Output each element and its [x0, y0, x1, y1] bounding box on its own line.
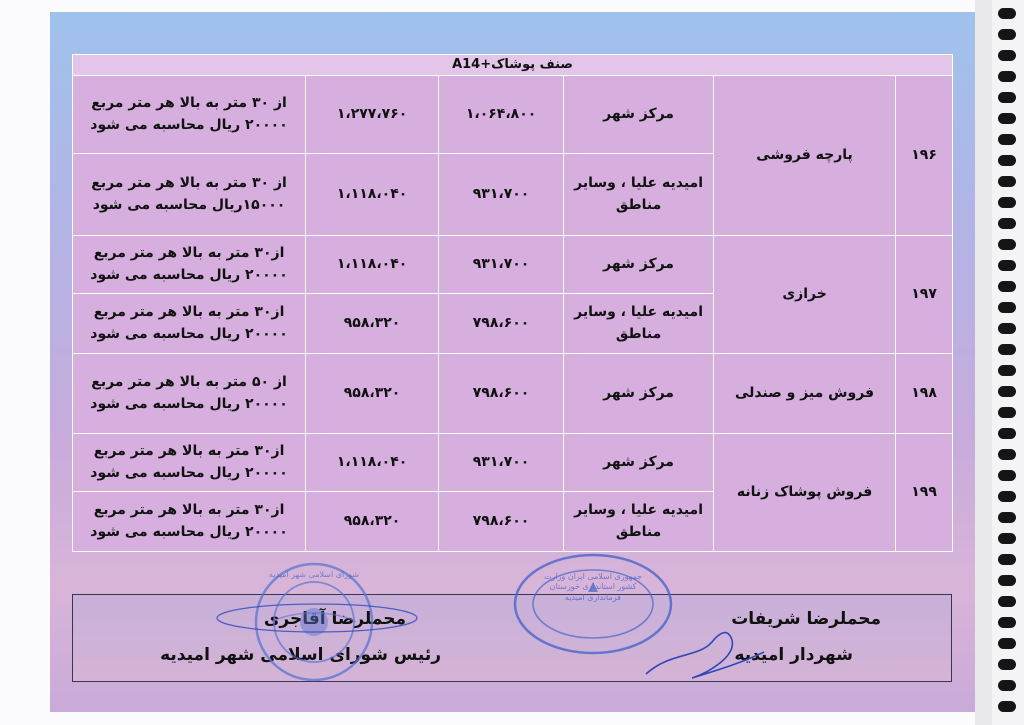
- binding-hole: [998, 71, 1016, 82]
- area-cell: مرکز شهر: [564, 434, 714, 492]
- area-cell: مرکز شهر: [564, 354, 714, 434]
- mayor-signature-icon: [640, 622, 770, 684]
- price-cell: ۱،۱۱۸،۰۴۰: [306, 434, 439, 492]
- category-name: خرازی: [714, 236, 896, 354]
- note-cell: از ۳۰ متر به بالا هر متر مربع ۱۵۰۰۰ریال محاسبه می شود: [73, 154, 306, 236]
- binding-hole: [998, 302, 1016, 313]
- price-cell: ۱،۰۶۴،۸۰۰: [439, 76, 564, 154]
- row-number: ۱۹۶: [896, 76, 953, 236]
- note-cell: از ۵۰ متر به بالا هر متر مربع ۲۰۰۰۰ ریال محاسبه می شود: [73, 354, 306, 434]
- binding-hole: [998, 344, 1016, 355]
- price-cell: ۹۳۱،۷۰۰: [439, 434, 564, 492]
- row-number: ۱۹۸: [896, 354, 953, 434]
- price-cell: ۹۳۱،۷۰۰: [439, 154, 564, 236]
- price-cell: ۹۳۱،۷۰۰: [439, 236, 564, 294]
- binding-hole: [998, 701, 1016, 712]
- binding-hole: [998, 596, 1016, 607]
- binding-hole: [998, 554, 1016, 565]
- binding-hole: [998, 29, 1016, 40]
- table-row: [73, 434, 953, 492]
- binding-hole: [998, 323, 1016, 334]
- binding-hole: [998, 386, 1016, 397]
- price-cell: ۹۵۸،۳۲۰: [306, 294, 439, 354]
- binding-hole: [998, 113, 1016, 124]
- price-cell: ۹۵۸،۳۲۰: [306, 354, 439, 434]
- table-title: صنف پوشاک+A14: [73, 55, 953, 76]
- binding-hole: [998, 407, 1016, 418]
- binding-hole: [998, 680, 1016, 691]
- category-name: پارچه فروشی: [714, 76, 896, 236]
- binding-hole: [998, 365, 1016, 376]
- binding-hole: [998, 155, 1016, 166]
- binding-hole: [998, 428, 1016, 439]
- binding-hole: [998, 260, 1016, 271]
- binding-hole: [998, 218, 1016, 229]
- note-cell: از۳۰ متر به بالا هر متر مربع ۲۰۰۰۰ ریال محاسبه می شود: [73, 434, 306, 492]
- mayor-name: محملرضا شریفات: [731, 609, 881, 629]
- council-signature-icon: [212, 596, 422, 640]
- price-cell: ۹۵۸،۳۲۰: [306, 492, 439, 552]
- area-cell: امیدیه علیا ، وسایر مناطق: [564, 492, 714, 552]
- council-head-name: محملرضا آقاجری: [263, 609, 406, 629]
- binding-hole: [998, 659, 1016, 670]
- note-cell: از ۳۰ متر به بالا هر متر مربع ۲۰۰۰۰ ریال محاسبه می شود: [73, 76, 306, 154]
- area-cell: مرکز شهر: [564, 76, 714, 154]
- mayor-title: شهردار امیدیه: [734, 645, 853, 665]
- table-row: [73, 76, 953, 154]
- price-cell: ۷۹۸،۶۰۰: [439, 294, 564, 354]
- price-cell: ۷۹۸،۶۰۰: [439, 354, 564, 434]
- government-stamp-label: جمهوری اسلامی ایران وزارت کشور استانداری خوزستان فرمانداری امیدیه: [543, 572, 643, 602]
- binding-hole: [998, 239, 1016, 250]
- binding-hole: [998, 512, 1016, 523]
- category-name: فروش پوشاک زنانه: [714, 434, 896, 552]
- binding-hole: [998, 575, 1016, 586]
- table-row: [73, 354, 953, 434]
- binding-hole: [998, 470, 1016, 481]
- area-cell: امیدیه علیا ، وسایر مناطق: [564, 294, 714, 354]
- binding-hole: [998, 533, 1016, 544]
- binding-hole: [998, 197, 1016, 208]
- table-row: [73, 236, 953, 294]
- note-cell: از۳۰ متر به بالا هر متر مربع ۲۰۰۰۰ ریال محاسبه می شود: [73, 236, 306, 294]
- binding-hole: [998, 92, 1016, 103]
- fee-table: [72, 54, 953, 552]
- binding-hole: [998, 50, 1016, 61]
- price-cell: ۱،۲۷۷،۷۶۰: [306, 76, 439, 154]
- category-name: فروش میز و صندلی: [714, 354, 896, 434]
- binding-hole: [998, 617, 1016, 628]
- row-number: ۱۹۹: [896, 434, 953, 552]
- note-cell: از۳۰ متر به بالا هر متر مربع ۲۰۰۰۰ ریال محاسبه می شود: [73, 492, 306, 552]
- row-number: ۱۹۷: [896, 236, 953, 354]
- binding-hole: [998, 638, 1016, 649]
- note-cell: از۳۰ متر به بالا هر متر مربع ۲۰۰۰۰ ریال محاسبه می شود: [73, 294, 306, 354]
- council-stamp-label: شورای اسلامی شهر امیدیه: [269, 570, 359, 579]
- price-cell: ۱،۱۱۸،۰۴۰: [306, 154, 439, 236]
- price-cell: ۷۹۸،۶۰۰: [439, 492, 564, 552]
- binding-hole: [998, 134, 1016, 145]
- council-head-title: رئیس شورای اسلامی شهر امیدیه: [160, 645, 441, 665]
- area-cell: امیدیه علیا ، وسایر مناطق: [564, 154, 714, 236]
- price-cell: ۱،۱۱۸،۰۴۰: [306, 236, 439, 294]
- binding-hole: [998, 8, 1016, 19]
- binding-hole: [998, 176, 1016, 187]
- binding-hole: [998, 449, 1016, 460]
- binding-hole: [998, 281, 1016, 292]
- binding-hole: [998, 491, 1016, 502]
- spiral-binding: [992, 0, 1024, 725]
- area-cell: مرکز شهر: [564, 236, 714, 294]
